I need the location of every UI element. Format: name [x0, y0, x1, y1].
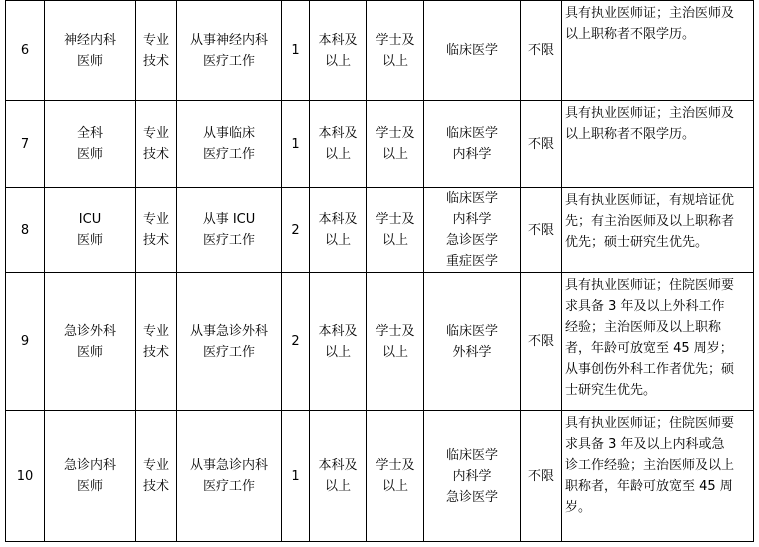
table-row — [6, 101, 754, 188]
cell-requirement — [562, 188, 754, 273]
cell-position-title-line: 急诊外科 — [63, 323, 116, 339]
cell-requirement-line: 求具备 3 年及以上外科工作 — [565, 299, 725, 314]
cell-number-text: 7 — [20, 136, 30, 152]
cell-requirement-line: 以上职称者不限学历。 — [565, 127, 696, 142]
cell-position-title-line: ICU — [78, 212, 102, 227]
cell-education-line: 本科及 — [318, 126, 358, 141]
cell-major-line: 临床医学 — [445, 191, 498, 206]
cell-major-line: 临床医学 — [445, 447, 498, 463]
cell-category-line: 专业 — [142, 32, 169, 48]
cell-number-text: 8 — [20, 222, 30, 238]
cell-major — [424, 188, 521, 273]
cell-degree-line: 学士及 — [375, 212, 415, 227]
cell-category-line: 专业 — [142, 126, 169, 141]
cell-age-text: 不限 — [527, 222, 554, 238]
cell-category-line: 技术 — [142, 53, 169, 69]
cell-duty-line: 从事临床 — [202, 126, 255, 141]
cell-requirement-line: 岁。 — [565, 500, 592, 515]
cell-position-title — [45, 273, 136, 411]
cell-major — [424, 101, 521, 188]
cell-position-title-line: 医师 — [76, 479, 103, 494]
cell-position-title — [45, 1, 136, 101]
cell-category-line: 专业 — [142, 458, 169, 473]
cell-education — [310, 101, 367, 188]
cell-age-text: 不限 — [527, 334, 554, 349]
cell-duty-line: 从事急诊内科 — [189, 458, 268, 473]
cell-age — [521, 411, 562, 542]
cell-headcount-text: 1 — [291, 468, 300, 484]
cell-major-line: 内科学 — [452, 147, 492, 162]
cell-major — [424, 411, 521, 542]
cell-number — [6, 1, 45, 101]
cell-duty-line: 医疗工作 — [202, 233, 255, 248]
cell-age-text: 不限 — [527, 136, 554, 152]
cell-major-line: 急诊医学 — [445, 233, 498, 248]
cell-requirement-line: 以上职称者不限学历。 — [565, 27, 696, 42]
cell-requirement-line: 具有执业医师证；主治医师及 — [565, 6, 735, 21]
table-row — [6, 273, 754, 411]
table-row — [6, 411, 754, 542]
cell-education-line: 以上 — [324, 344, 351, 360]
cell-category-line: 技术 — [142, 344, 169, 360]
cell-requirement — [562, 101, 754, 188]
cell-position-title — [45, 101, 136, 188]
cell-category-line: 专业 — [142, 212, 169, 227]
cell-duty-line: 从事急诊外科 — [189, 323, 268, 339]
cell-education-line: 以上 — [324, 233, 351, 248]
cell-headcount-text: 1 — [291, 43, 300, 58]
cell-duty — [177, 101, 282, 188]
cell-number — [6, 188, 45, 273]
cell-requirement — [562, 273, 754, 411]
cell-duty — [177, 273, 282, 411]
cell-requirement-line: 求具备 3 年及以上内科或急 — [565, 437, 725, 452]
cell-education-line: 本科及 — [318, 458, 358, 473]
cell-category — [136, 273, 177, 411]
cell-duty — [177, 1, 282, 101]
cell-category — [136, 188, 177, 273]
cell-category-line: 技术 — [142, 233, 169, 248]
cell-number — [6, 273, 45, 411]
cell-age — [521, 273, 562, 411]
cell-requirement-line: 职称者，年龄可放宽至 45 周 — [565, 479, 733, 494]
recruitment-table-container — [5, 0, 754, 542]
cell-position-title-line: 医师 — [76, 147, 103, 162]
cell-education-line: 以上 — [324, 479, 351, 494]
cell-requirement-line: 具有执业医师证；主治医师及 — [565, 106, 735, 121]
cell-position-title-line: 医师 — [76, 53, 103, 69]
cell-education — [310, 411, 367, 542]
cell-education — [310, 273, 367, 411]
recruitment-table — [5, 0, 754, 542]
cell-degree-line: 学士及 — [375, 458, 415, 473]
cell-headcount — [282, 101, 310, 188]
cell-degree — [367, 273, 424, 411]
cell-requirement-line: 经验；主治医师及以上职称 — [565, 320, 722, 335]
table-body — [6, 1, 754, 542]
table-row — [6, 1, 754, 101]
cell-number — [6, 101, 45, 188]
cell-duty-line: 医疗工作 — [202, 53, 255, 69]
cell-category-line: 技术 — [142, 147, 169, 162]
cell-requirement — [562, 411, 754, 542]
cell-degree — [367, 101, 424, 188]
cell-position-title-line: 医师 — [76, 233, 103, 248]
cell-requirement-line: 从事创伤外科工作者优先；硕 — [565, 362, 735, 377]
cell-education-line: 本科及 — [318, 323, 358, 339]
cell-degree-line: 以上 — [381, 233, 408, 248]
cell-education — [310, 188, 367, 273]
cell-duty-line: 医疗工作 — [202, 479, 255, 494]
cell-requirement-line: 具有执业医师证；住院医师要 — [565, 278, 735, 293]
cell-requirement-line: 士研究生优先。 — [565, 383, 657, 398]
cell-number-text: 9 — [20, 334, 30, 349]
cell-education — [310, 1, 367, 101]
cell-headcount-text: 2 — [291, 222, 300, 238]
cell-position-title — [45, 411, 136, 542]
cell-education-line: 以上 — [324, 53, 351, 69]
cell-requirement-line: 优先；硕士研究生优先。 — [565, 235, 709, 250]
cell-requirement-line: 具有执业医师证；住院医师要 — [565, 416, 735, 431]
cell-major-line: 重症医学 — [445, 254, 498, 269]
cell-headcount-text: 2 — [291, 334, 300, 349]
cell-degree — [367, 188, 424, 273]
cell-duty-line: 医疗工作 — [202, 344, 255, 360]
cell-education-line: 本科及 — [318, 32, 358, 48]
cell-major-line: 外科学 — [452, 344, 492, 360]
cell-degree-line: 以上 — [381, 53, 408, 69]
cell-requirement — [562, 1, 754, 101]
cell-duty — [177, 411, 282, 542]
cell-age — [521, 101, 562, 188]
cell-duty — [177, 188, 282, 273]
cell-category — [136, 101, 177, 188]
cell-major-line: 临床医学 — [445, 126, 498, 141]
cell-headcount — [282, 1, 310, 101]
cell-age-text: 不限 — [527, 43, 554, 58]
cell-number — [6, 411, 45, 542]
cell-position-title-line: 神经内科 — [63, 32, 116, 48]
cell-major — [424, 1, 521, 101]
cell-headcount — [282, 188, 310, 273]
cell-headcount — [282, 411, 310, 542]
cell-age — [521, 1, 562, 101]
cell-degree — [367, 411, 424, 542]
table-row — [6, 188, 754, 273]
cell-requirement-line: 先；有主治医师及以上职称者 — [565, 214, 735, 229]
cell-degree-line: 以上 — [381, 479, 408, 494]
cell-headcount — [282, 273, 310, 411]
cell-major-line: 内科学 — [452, 212, 492, 227]
cell-degree-line: 学士及 — [375, 323, 415, 339]
cell-education-line: 本科及 — [318, 212, 358, 227]
cell-major-line: 内科学 — [452, 468, 492, 484]
cell-headcount-text: 1 — [291, 136, 300, 152]
cell-position-title-line: 医师 — [76, 344, 103, 360]
cell-degree-line: 以上 — [381, 344, 408, 360]
cell-degree-line: 以上 — [381, 147, 408, 162]
cell-degree-line: 学士及 — [375, 32, 415, 48]
cell-position-title — [45, 188, 136, 273]
cell-duty-line: 医疗工作 — [202, 147, 255, 162]
cell-category-line: 技术 — [142, 479, 169, 494]
cell-major-line: 临床医学 — [445, 323, 498, 339]
cell-category — [136, 411, 177, 542]
cell-requirement-line: 者，年龄可放宽至 45 周岁； — [565, 341, 733, 356]
cell-major-line: 临床医学 — [445, 43, 498, 58]
cell-education-line: 以上 — [324, 147, 351, 162]
cell-degree-line: 学士及 — [375, 126, 415, 141]
cell-major-line: 急诊医学 — [445, 489, 498, 505]
cell-requirement-line: 具有执业医师证，有规培证优 — [565, 193, 735, 208]
cell-category-line: 专业 — [142, 323, 169, 339]
cell-category — [136, 1, 177, 101]
cell-duty-line: 从事神经内科 — [189, 32, 268, 48]
cell-major — [424, 273, 521, 411]
cell-position-title-line: 全科 — [76, 126, 103, 141]
cell-requirement-line: 诊工作经验；主治医师及以上 — [565, 458, 735, 473]
cell-position-title-line: 急诊内科 — [63, 458, 116, 473]
cell-age-text: 不限 — [527, 468, 554, 484]
cell-number-text: 6 — [20, 43, 30, 58]
cell-number-text: 10 — [16, 468, 34, 484]
cell-age — [521, 188, 562, 273]
cell-duty-line: 从事 ICU — [202, 212, 256, 227]
cell-degree — [367, 1, 424, 101]
